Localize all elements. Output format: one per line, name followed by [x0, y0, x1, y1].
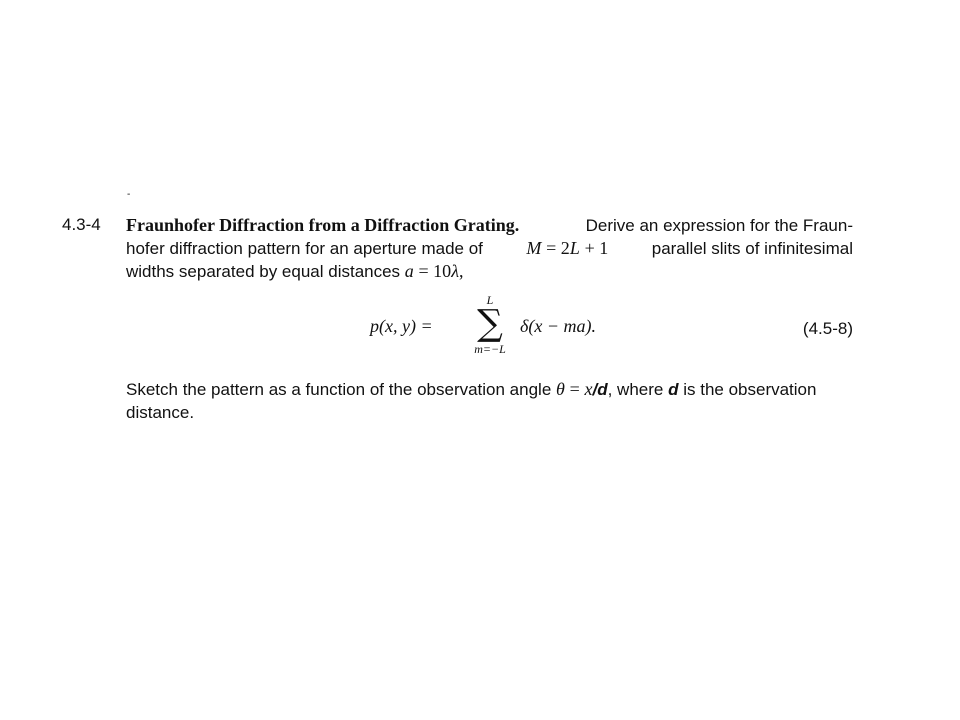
problem-title: Fraunhofer Diffraction from a Diffraction Grating. [126, 215, 520, 235]
problem-statement [126, 214, 853, 283]
equation-number: (4.5-8) [802, 319, 853, 338]
sketch-instruction [126, 378, 853, 424]
equation-rhs: δ(x − ma). [520, 316, 596, 336]
statement-text-3a: widths separated by equal distances [126, 262, 401, 281]
problem-number: 4.3-4 [62, 215, 101, 234]
sketch-line-2: distance. [126, 403, 195, 422]
theta-symbol: θ [556, 379, 565, 399]
sum-upper-limit: L [486, 293, 494, 307]
summation [465, 294, 515, 356]
statement-text-1: Derive an expression for the Fraun- [585, 216, 853, 235]
spacing-var: a [404, 261, 414, 281]
statement-line-3: widths separated by equal distances a = 10λ, [126, 261, 464, 281]
sketch-line-1: Sketch the pattern as a function of the observation angle θ = x/d, where d is the observation [126, 379, 817, 399]
sum-lower-limit: m=−L [474, 342, 506, 356]
statement-text-2b: parallel slits of infinitesimal [651, 239, 853, 258]
equation-lhs: p(x, y) = [370, 316, 433, 336]
wavelength-symbol: λ [451, 261, 459, 281]
stray-mark: - [127, 189, 131, 200]
statement-line-1 [126, 214, 853, 237]
equation-block [370, 292, 853, 362]
distance-var: d [668, 380, 679, 399]
statement-text-2a: hofer diffraction pattern for an aperture made of [126, 239, 483, 258]
statement-line-2 [126, 237, 853, 260]
slit-count-formula: M = 2L + 1 [526, 238, 609, 258]
sigma-symbol: ∑ [477, 303, 503, 344]
